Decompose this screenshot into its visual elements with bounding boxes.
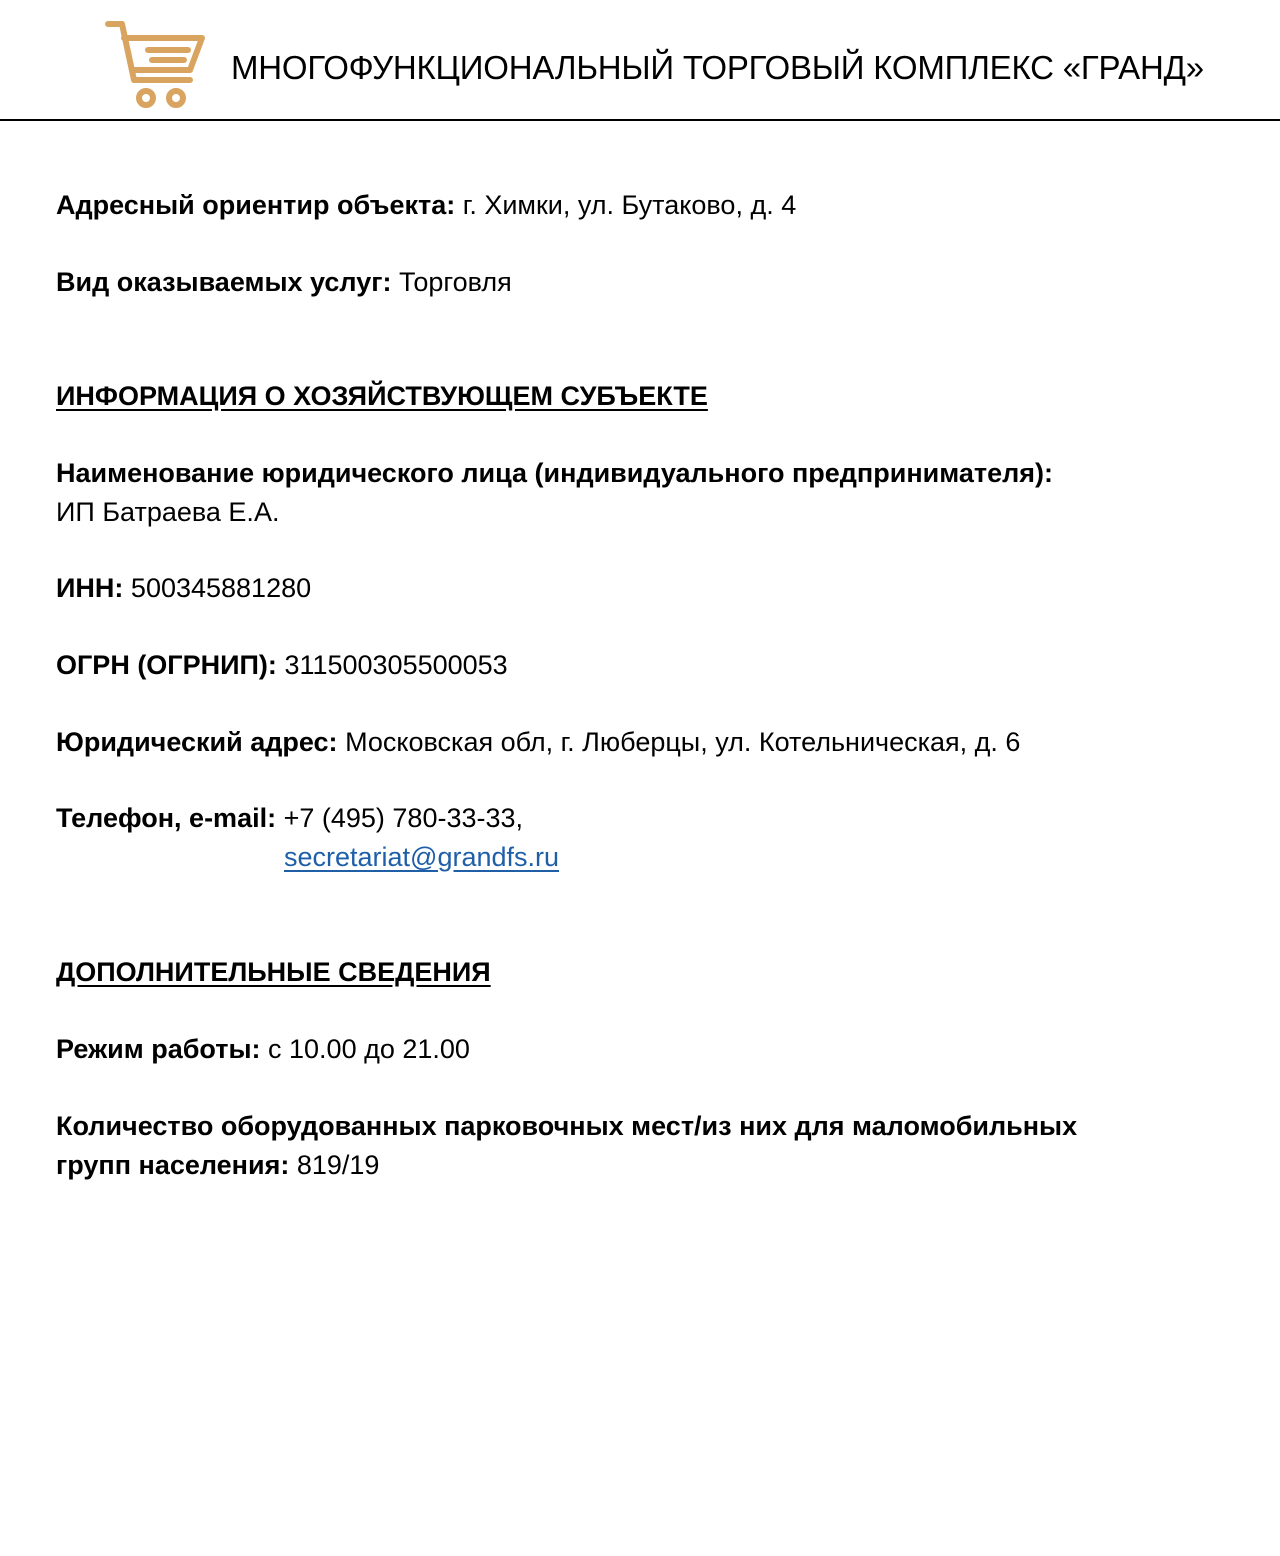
object-address-value: г. Химки, ул. Бутаково, д. 4: [462, 190, 797, 220]
additional-section-heading: ДОПОЛНИТЕЛЬНЫЕ СВЕДЕНИЯ: [56, 957, 491, 987]
ogrn-label: ОГРН (ОГРНИП):: [56, 650, 277, 680]
legal-address-row: [56, 723, 1020, 762]
object-address-row: [56, 186, 796, 225]
page-title: МНОГОФУНКЦИОНАЛЬНЫЙ ТОРГОВЫЙ КОМПЛЕКС «ГРАНД»: [231, 49, 1204, 86]
parking-row: [56, 1146, 379, 1185]
ogrn-row: [56, 646, 508, 685]
legal-address-value: Московская обл, г. Люберцы, ул. Котельническая, д. 6: [345, 727, 1021, 757]
inn-value: 500345881280: [130, 573, 312, 603]
services-row: [56, 263, 512, 302]
hours-row: [56, 1030, 470, 1069]
phone-value: +7 (495) 780-33-33,: [283, 803, 524, 833]
hours-label: Режим работы:: [56, 1034, 261, 1064]
inn-label: ИНН:: [56, 573, 124, 603]
shopping-cart-icon: [104, 18, 208, 112]
page-header: [0, 0, 1280, 121]
services-label: Вид оказываемых услуг:: [56, 267, 392, 297]
email-link[interactable]: secretariat@grandfs.ru: [284, 842, 560, 872]
entity-name-value: ИП Батраева Е.А.: [56, 497, 280, 527]
ogrn-value: 311500305500053: [284, 650, 508, 680]
entity-section-heading: ИНФОРМАЦИЯ О ХОЗЯЙСТВУЮЩЕМ СУБЪЕКТЕ: [56, 381, 708, 411]
hours-value: с 10.00 до 21.00: [268, 1034, 470, 1064]
services-value: Торговля: [398, 267, 512, 297]
parking-value: 819/19: [296, 1150, 380, 1180]
contacts-label: Телефон, e-mail:: [56, 803, 277, 833]
parking-label-line1: Количество оборудованных парковочных мест/из них для маломобильных: [56, 1111, 1078, 1141]
email-row: [284, 838, 559, 877]
inn-row: [56, 569, 311, 608]
parking-label-line2: групп населения:: [56, 1150, 290, 1180]
object-address-label: Адресный ориентир объекта:: [56, 190, 456, 220]
legal-address-label: Юридический адрес:: [56, 727, 338, 757]
entity-name-label: Наименование юридического лица (индивидуального предпринимателя):: [56, 458, 1053, 488]
contacts-row: [56, 799, 523, 838]
